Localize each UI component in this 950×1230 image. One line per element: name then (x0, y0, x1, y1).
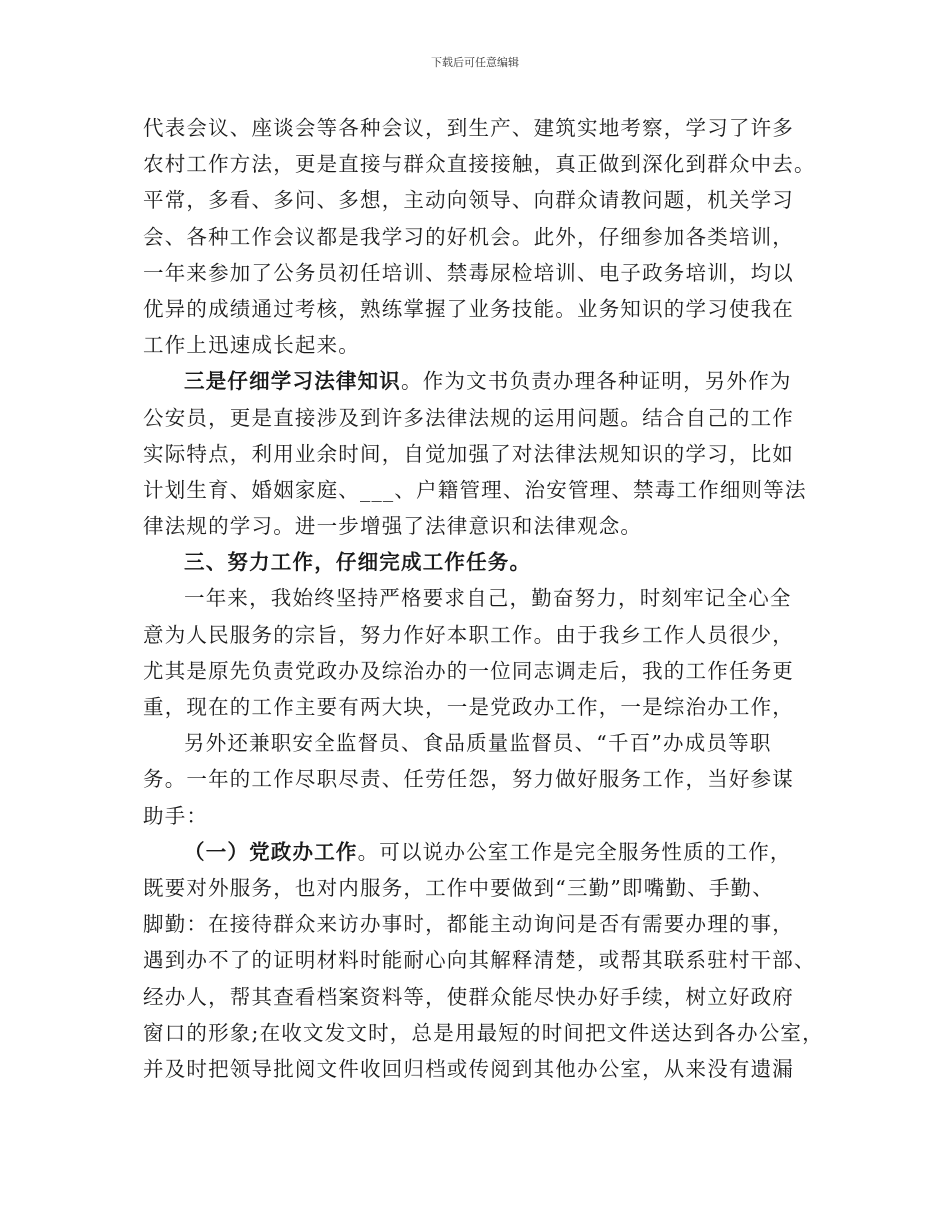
line-text: 助手： (143, 803, 209, 828)
bold-heading: 三是仔细学习法律知识 (184, 369, 401, 394)
line-text: 平常，多看、多问、多想，主动向领导、向群众请教问题，机关学习 (143, 188, 794, 213)
line-text: 窗口的形象;在收文发文时，总是用最短的时间把文件送达到各办公室， (143, 1020, 824, 1045)
text-line (143, 146, 816, 182)
bold-heading: 三、努力工作，仔细完成工作任务。 (184, 550, 532, 575)
text-line (143, 1051, 813, 1087)
text-line (143, 327, 813, 363)
line-text: 。作为文书负责办理各种证明，另外作为 (401, 369, 792, 394)
line-text: 重，现在的工作主要有两大块，一是党政办工作，一是综治办工作， (143, 695, 794, 719)
text-line (143, 798, 813, 834)
text-line (143, 725, 813, 761)
text-line (143, 508, 813, 544)
line-text: 并及时把领导批阅文件收回归档或传阅到其他办公室，从来没有遗漏 (143, 1056, 794, 1081)
text-line (143, 219, 813, 255)
text-line (143, 363, 813, 399)
text-line (143, 436, 813, 472)
line-text: 意为人民服务的宗旨，努力作好本职工作。由于我乡工作人员很少， (143, 622, 794, 647)
line-text: 工作上迅速成长起来。 (143, 333, 360, 358)
document-body (143, 110, 824, 1087)
text-line (143, 580, 813, 616)
page-header: 下载后可任意编辑 (431, 56, 519, 69)
line-text: 脚勤：在接待群众来访办事时，都能主动询问是否有需要办理的事， (143, 912, 794, 937)
line-text: 公安员，更是直接涉及到许多法律法规的运用问题。结合自己的工作 (143, 405, 794, 430)
line-text: 代表会议、座谈会等各种会议，到生产、建筑实地考察，学习了许多 (143, 116, 794, 140)
line-text: 会、各种工作会议都是我学习的好机会。此外，仔细参加各类培训， (143, 224, 794, 249)
text-line (143, 942, 816, 978)
text-line (143, 400, 813, 436)
text-line (143, 182, 813, 218)
text-line (143, 291, 813, 327)
line-text: 一年来，我始终坚持严格要求自己，勤奋努力，时刻牢记全心全 (184, 586, 792, 611)
bold-heading: （一）党政办工作 (184, 839, 358, 864)
text-line (143, 472, 813, 508)
text-line (143, 544, 813, 580)
line-text: 律法规的学习。进一步增强了法律意识和法律观念。 (143, 514, 643, 539)
text-line (143, 689, 813, 725)
line-text: 经办人，帮其查看档案资料等，使群众能尽快办好手续，树立好政府 (143, 984, 794, 1009)
line-text: 一年来参加了公务员初任培训、禁毒尿检培训、电子政务培训，均以 (143, 260, 794, 285)
text-line (143, 617, 813, 653)
text-line (143, 653, 813, 689)
text-line (143, 110, 813, 146)
text-line (143, 1015, 824, 1051)
text-line (143, 870, 813, 906)
text-line (143, 979, 813, 1015)
text-line (143, 761, 813, 797)
line-text: 。可以说办公室工作是完全服务性质的工作， (357, 839, 792, 864)
line-text: 实际特点，利用业余时间，自觉加强了对法律法规知识的学习，比如 (143, 441, 794, 466)
text-line (143, 906, 813, 942)
line-text: 既要对外服务，也对内服务，工作中要做到“三勤”即嘴勤、手勤、 (143, 875, 774, 900)
text-line (143, 255, 813, 291)
line-text: 务。一年的工作尽职尽责、任劳任怨，努力做好服务工作，当好参谋 (143, 767, 794, 792)
line-text: 遇到办不了的证明材料时能耐心向其解释清楚，或帮其联系驻村干部、 (143, 948, 816, 973)
line-text: 农村工作方法，更是直接与群众直接接触，真正做到深化到群众中去。 (143, 152, 816, 177)
line-text: 优异的成绩通过考核，熟练掌握了业务技能。业务知识的学习使我在 (143, 296, 794, 321)
line-text: 另外还兼职安全监督员、食品质量监督员、“千百”办成员等职 (184, 731, 772, 756)
text-line (143, 834, 813, 870)
line-text: 计划生育、婚姻家庭、___、户籍管理、治安管理、禁毒工作细则等法 (143, 477, 807, 502)
line-text: 尤其是原先负责党政办及综治办的一位同志调走后，我的工作任务更 (143, 658, 794, 683)
